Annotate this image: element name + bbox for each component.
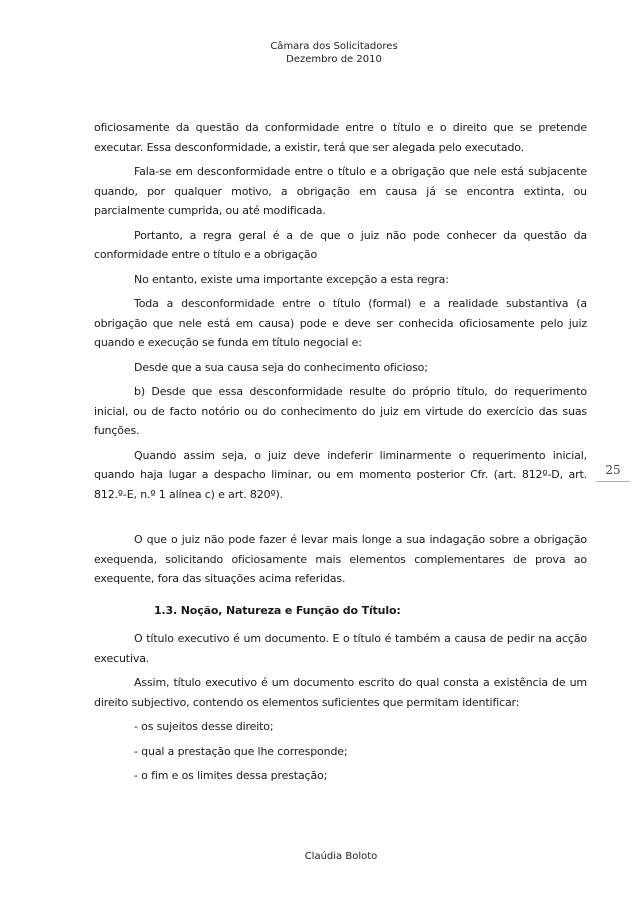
paragraph: Desde que a sua causa seja do conhecimento oficioso; bbox=[134, 360, 428, 374]
list-item: - qual a prestação que lhe corresponde; bbox=[134, 744, 348, 758]
list-item: - o fim e os limites dessa prestação; bbox=[134, 769, 328, 782]
paragraph: Portanto, a regra geral é a de que o juiz não pode conhecer da questão da conformidade entre o título e a obrigação bbox=[94, 228, 587, 261]
footer-author: Claúdia Boloto bbox=[304, 851, 378, 862]
paragraph: Toda a desconformidade entre o título (formal) e a realidade substantiva (a obrigação que nele está em causa) pode e deve ser conhecida oficiosamente pelo juiz quando e execução se funda em título negocial e: bbox=[94, 297, 587, 349]
section-title: 1.3. Noção, Natureza e Função do Título: bbox=[154, 603, 401, 617]
paragraph: Quando assim seja, o juiz deve indeferir liminarmente o requerimento inicial, quando haja lugar a despacho liminar, ou em momento posterior Cfr. (art. 812º-D, art. 812.º-E, n.º 1 alínea c) e art. 820º). bbox=[94, 448, 587, 501]
page-header bbox=[0, 40, 638, 66]
page-footer bbox=[0, 851, 638, 862]
paragraph: Assim, título executivo é um documento escrito do qual consta a existência de um direito subjectivo, contendo os elementos suficientes que permitam identificar: bbox=[94, 676, 587, 709]
page-number: 25 bbox=[596, 463, 630, 482]
paragraph: O que o juiz não pode fazer é levar mais longe a sua indagação sobre a obrigação exequenda, solicitando oficiosamente mais elementos complementares de prova ao exequente, fora das situações acima referidas. bbox=[94, 533, 587, 585]
paragraph: oficiosamente da questão da conformidade entre o título e o direito que se pretende executar. Essa desconformidade, a existir, terá que ser alegada pelo executado. bbox=[94, 121, 587, 154]
list-item: - os sujeitos desse direito; bbox=[134, 720, 274, 733]
header-date: Dezembro de 2010 bbox=[286, 54, 382, 65]
header-org: Câmara dos Solicitadores bbox=[270, 41, 398, 52]
paragraph: Fala-se em desconformidade entre o título e a obrigação que nele está subjacente quando, por qualquer motivo, a obrigação em causa já se encontra extinta, ou parcialmente cumprida, ou até modificada. bbox=[94, 165, 587, 217]
paragraph: No entanto, existe uma importante excepção a esta regra: bbox=[134, 272, 449, 286]
paragraph: O título executivo é um documento. E o título é também a causa de pedir na acção executiva. bbox=[94, 632, 587, 665]
paragraph: b) Desde que essa desconformidade resulte do próprio título, do requerimento inicial, ou de facto notório ou do conhecimento do juiz em virtude do exercício das suas funções. bbox=[94, 385, 587, 437]
document-body bbox=[94, 118, 587, 791]
